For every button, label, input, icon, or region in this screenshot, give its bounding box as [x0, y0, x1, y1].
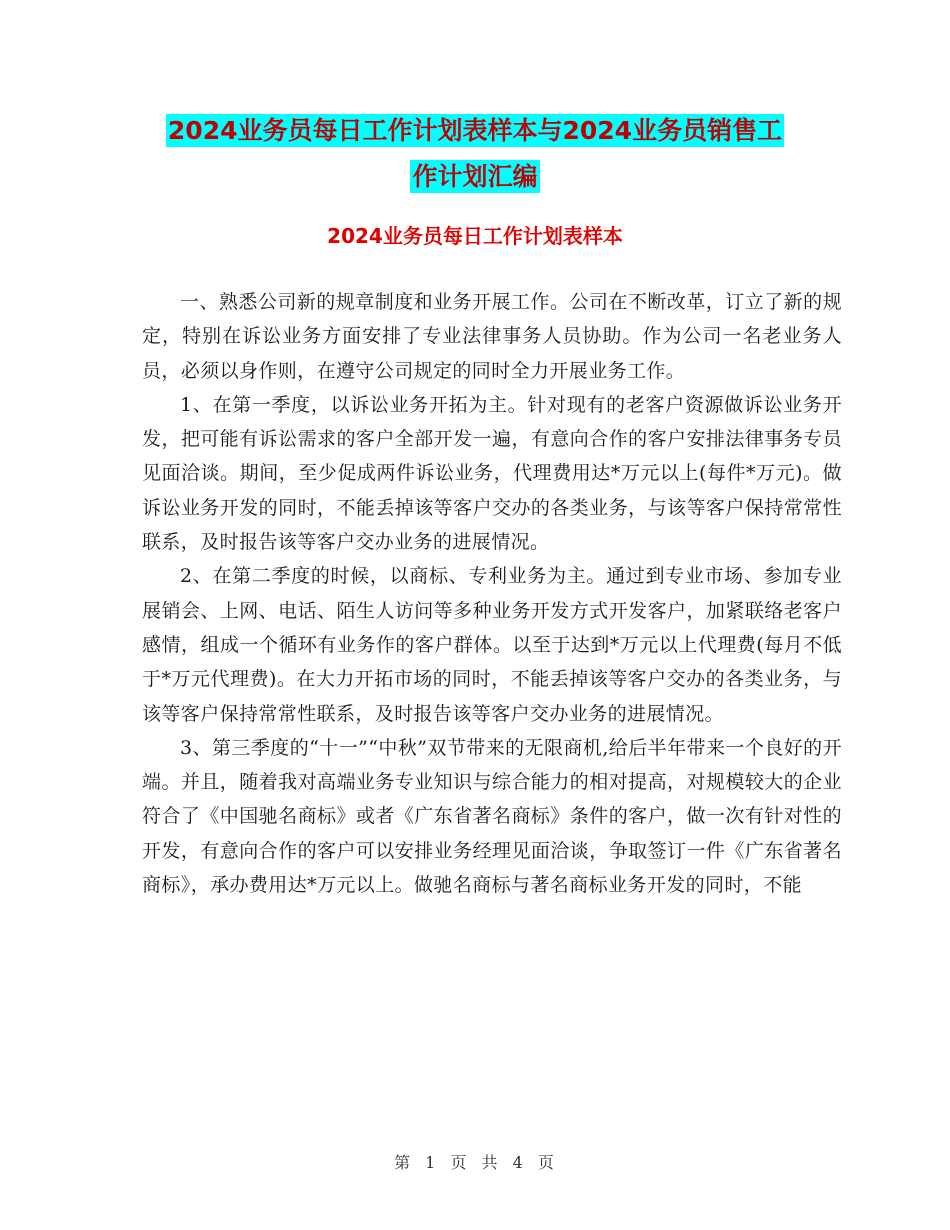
page-footer: 第 1 页 共 4 页: [394, 1153, 556, 1172]
document-title: [0, 108, 950, 200]
paragraph: 1、在第一季度，以诉讼业务开拓为主。针对现有的老客户资源做诉讼业务开发，把可能有诉讼需求的客户全部开发一遍，有意向合作的客户安排法律事务专员见面洽谈。期间，至少促成两件诉讼业务，代理费用达*万元以上(每件*万元)。做诉讼业务开发的同时，不能丢掉该等客户交办的各类业务，与该等客户保持常常性联系，及时报告该等客户交办业务的进展情况。: [142, 393, 842, 554]
title-line-2: 作计划汇编: [412, 162, 538, 191]
title-line-1: 2024业务员每日工作计划表样本与2024业务员销售工: [167, 116, 783, 145]
paragraph: 3、第三季度的“十一”“中秋”双节带来的无限商机,给后半年带来一个良好的开端。并且，随着我对高端业务专业知识与综合能力的相对提高，对规模较大的企业符合了《中国驰名商标》或者《广东省著名商标》条件的客户，做一次有针对性的开发，有意向合作的客户可以安排业务经理见面洽谈，争取签订一件《广东省著名商标》，承办费用达*万元以上。做驰名商标与著名商标业务开发的同时，不能: [142, 736, 842, 897]
section-title: 2024业务员每日工作计划表样本: [327, 224, 623, 248]
paragraph: 2、在第二季度的时候，以商标、专利业务为主。通过到专业市场、参加专业展销会、上网、电话、陌生人访问等多种业务开发方式开发客户，加紧联络老客户感情，组成一个循环有业务作的客户群体。以至于达到*万元以上代理费(每月不低于*万元代理费)。在大力开拓市场的同时，不能丢掉该等客户交办的各类业务，与该等客户保持常常性联系，及时报告该等客户交办业务的进展情况。: [142, 565, 842, 725]
paragraph: 一、熟悉公司新的规章制度和业务开展工作。公司在不断改革，订立了新的规定，特别在诉讼业务方面安排了专业法律事务人员协助。作为公司一名老业务人员，必须以身作则，在遵守公司规定的同时全力开展业务工作。: [142, 291, 842, 382]
document-body: [142, 285, 842, 902]
